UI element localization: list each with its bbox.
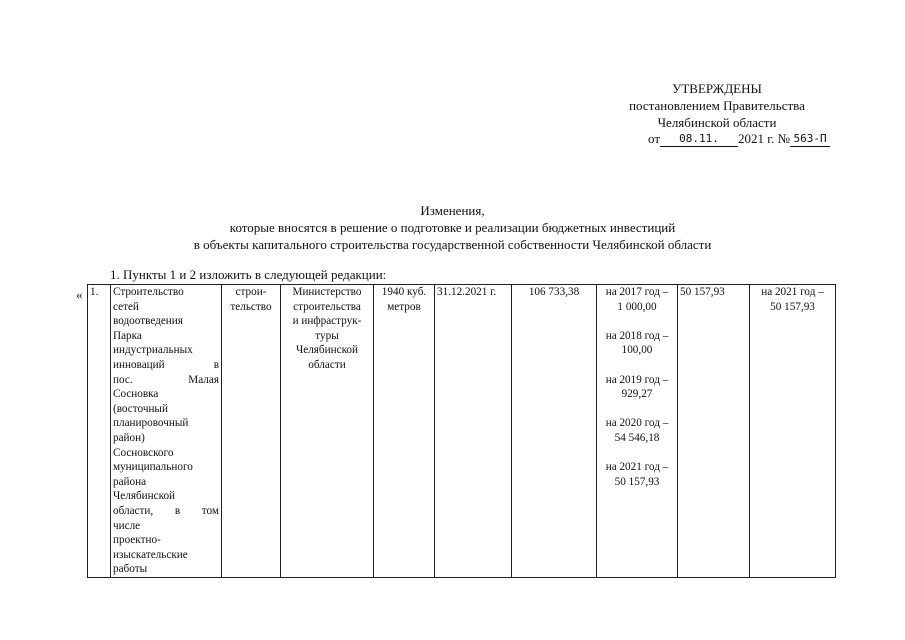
approval-region: Челябинской области [657,115,777,130]
capacity-line: 1940 куб. [381,286,427,298]
object-name-line: Парка [113,329,142,342]
funding-year-item [599,285,675,314]
object-name-line: Сосновского [113,446,174,459]
deadline-cell [435,285,512,578]
total-investment: 50 157,93 [680,286,725,298]
object-name-line: района [113,475,147,488]
funding-year-value: 50 157,93 [614,475,660,488]
customer-line: области [308,358,346,371]
approval-number: 563-П [790,132,830,147]
object-name-line: числе [113,519,141,532]
customer-line: строительства [293,300,361,313]
opening-quote: « [76,287,83,302]
investment-year-label: на 2021 год – [761,286,824,298]
object-name-line: сетей [113,300,139,313]
object-name-line: водоотведения [113,315,183,328]
row-number-cell [88,285,111,578]
total-investment-cell [678,285,750,578]
object-name-line: проектно- [113,534,161,547]
funding-year-label: на 2021 год – [605,461,669,474]
capacity-cell [374,285,435,578]
title-line-1: Изменения, [420,203,485,218]
object-name-line: (восточный [113,402,168,415]
funding-year-item [599,329,675,358]
object-name-line: район) [113,431,145,444]
funding-year-label: на 2017 год – [605,286,669,298]
estimated-cost-cell [512,285,597,578]
object-name-line: индустриальных [113,344,193,357]
funding-year-item [599,416,675,445]
approval-stamp [587,80,847,131]
funding-year-value: 54 546,18 [614,431,660,444]
investment-year-value: 50 157,93 [770,300,815,313]
funding-year-value: 929,27 [621,388,653,401]
funding-year-value: 1 000,00 [617,300,657,313]
object-name-line: Сосновка [113,388,159,401]
object-name-line: пос. Малая [113,373,219,386]
funding-year-value: 100,00 [621,344,653,357]
funding-year-label: на 2019 год – [605,373,669,386]
investment-by-year-cell [750,285,836,578]
document-title [0,202,905,253]
object-name-cell [111,285,222,578]
funding-by-year-cell [597,285,678,578]
investment-table [87,284,836,578]
object-name-line: Челябинской [113,490,176,503]
work-type-line: тельство [230,300,272,313]
paragraph-intro: 1. Пункты 1 и 2 изложить в следующей редакции: [110,267,387,282]
funding-year-label: на 2020 год – [605,417,669,430]
customer-line: и инфраструк- [292,315,362,328]
work-type-line: строи- [235,286,267,298]
funding-year-item [599,460,675,489]
customer-cell [281,285,374,578]
customer-line: туры [315,329,339,342]
funding-year-label: на 2018 год – [605,329,669,342]
approval-date: 08.11. [660,132,738,147]
title-line-3: в объекты капитального строительства государственной собственности Челябинской области [193,237,712,252]
table-row [88,285,836,578]
object-name-line: планировочный [113,417,189,430]
object-name-line: муниципального [113,461,193,474]
customer-line: Министерство [292,286,362,298]
approval-resolution: постановлением Правительства [629,98,805,113]
work-type-cell [222,285,281,578]
approval-heading: УТВЕРЖДЕНЫ [672,81,762,96]
approval-date-line [648,131,830,147]
row-number: 1. [90,286,99,298]
funding-year-item [599,373,675,402]
object-name-line: инноваций в [113,358,219,371]
deadline: 31.12.2021 г. [437,286,497,298]
object-name-line: работы [113,563,148,576]
capacity-line: метров [387,300,421,313]
from-label: от [648,131,661,146]
customer-line: Челябинской [295,344,359,357]
object-name-line: области, в том [113,504,219,517]
year-label: 2021 г. № [738,131,791,146]
object-name-line: Строительство [113,286,184,298]
object-name-line: изыскательские [113,548,188,561]
estimated-cost: 106 733,38 [528,286,580,298]
title-line-2: которые вносятся в решение о подготовке и реализации бюджетных инвестиций [229,220,676,235]
